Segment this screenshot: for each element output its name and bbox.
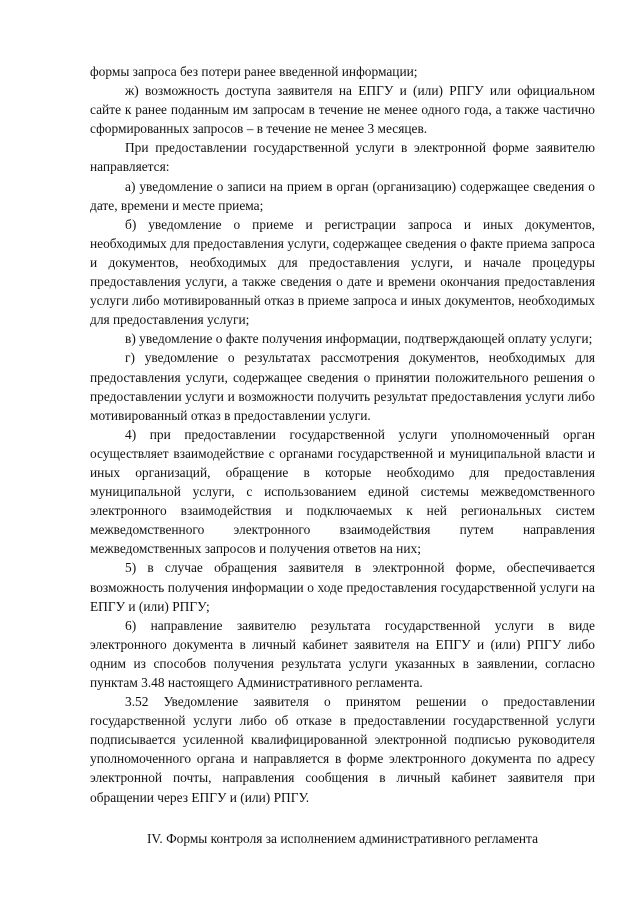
section-heading: IV. Формы контроля за исполнением административного регламента xyxy=(146,830,539,846)
paragraph-item-5: 5) в случае обращения заявителя в электронной форме, обеспечивается возможность получения информации о ходе предоставления государственной услуги на ЕПГУ и (или) РПГУ; xyxy=(90,560,595,614)
document-page xyxy=(90,62,595,848)
paragraph-item-b: б) уведомление о приеме и регистрации запроса и иных документов, необходимых для предоставления услуги, содержащее сведения о факте приема запроса и документов, необходимых для предоставления услуги, и начале процедуры предоставления услуги, а также сведения о дате и времени окончания предоставления услуги либо мотивированный отказ в приеме запроса и иных документов, необходимых для предоставления услуги; xyxy=(90,216,595,328)
paragraph-item-6: 6) направление заявителю результата государственной услуги в виде электронного документа в личный кабинет заявителя на ЕПГУ и (или) РПГУ либо одним из способов получения результата услуги указанных в заявлении, согласно пунктам 3.48 настоящего Административного регламента. xyxy=(90,617,595,690)
paragraph-item-4: 4) при предоставлении государственной услуги уполномоченный орган осуществляет взаимодействие с органами государственной и муниципальной власти и иных организаций, обращение в которые необходимо для предоставления муниципальной услуги, с использованием единой системы межведомственного электронного взаимодействия и подключаемых к ней региональных систем межведомственного электронного взаимодействия путем направления межведомственных запросов и получения ответов на них; xyxy=(90,426,595,557)
paragraph-notifications-intro: При предоставлении государственной услуги в электронной форме заявителю направляется: xyxy=(90,140,595,175)
paragraph-item-v: в) уведомление о факте получения информации, подтверждающей оплату услуги; xyxy=(125,331,593,347)
paragraph-3-52: 3.52 Уведомление заявителя о принятом решении о предоставлении государственной услуги либо об отказе в предоставлении государственной услуги подписывается усиленной квалифицированной электронной подписью руководителя уполномоченного органа и направляется в форме электронного документа по адресу электронной почты, направления сообщения в личный кабинет заявителя при обращении через ЕПГУ и (или) РПГУ. xyxy=(90,694,595,805)
paragraph-request-form: формы запроса без потери ранее введенной информации; xyxy=(90,64,418,79)
paragraph-item-g: г) уведомление о результатах рассмотрения документов, необходимых для предоставления услуги, содержащее сведения о принятии положительного решения о предоставлении услуги и возможности получить результат предоставления услуги либо мотивированный отказ в предоставлении услуги. xyxy=(90,350,595,423)
paragraph-item-a: а) уведомление о записи на прием в орган (организацию) содержащее сведения о дате, времени и месте приема; xyxy=(90,178,595,213)
paragraph-item-zh: ж) возможность доступа заявителя на ЕПГУ и (или) РПГУ или официальном сайте к ранее поданным им запросам в течение не менее одного года, а также частично сформированных запросов – в течение не менее 3 месяцев. xyxy=(90,83,595,137)
